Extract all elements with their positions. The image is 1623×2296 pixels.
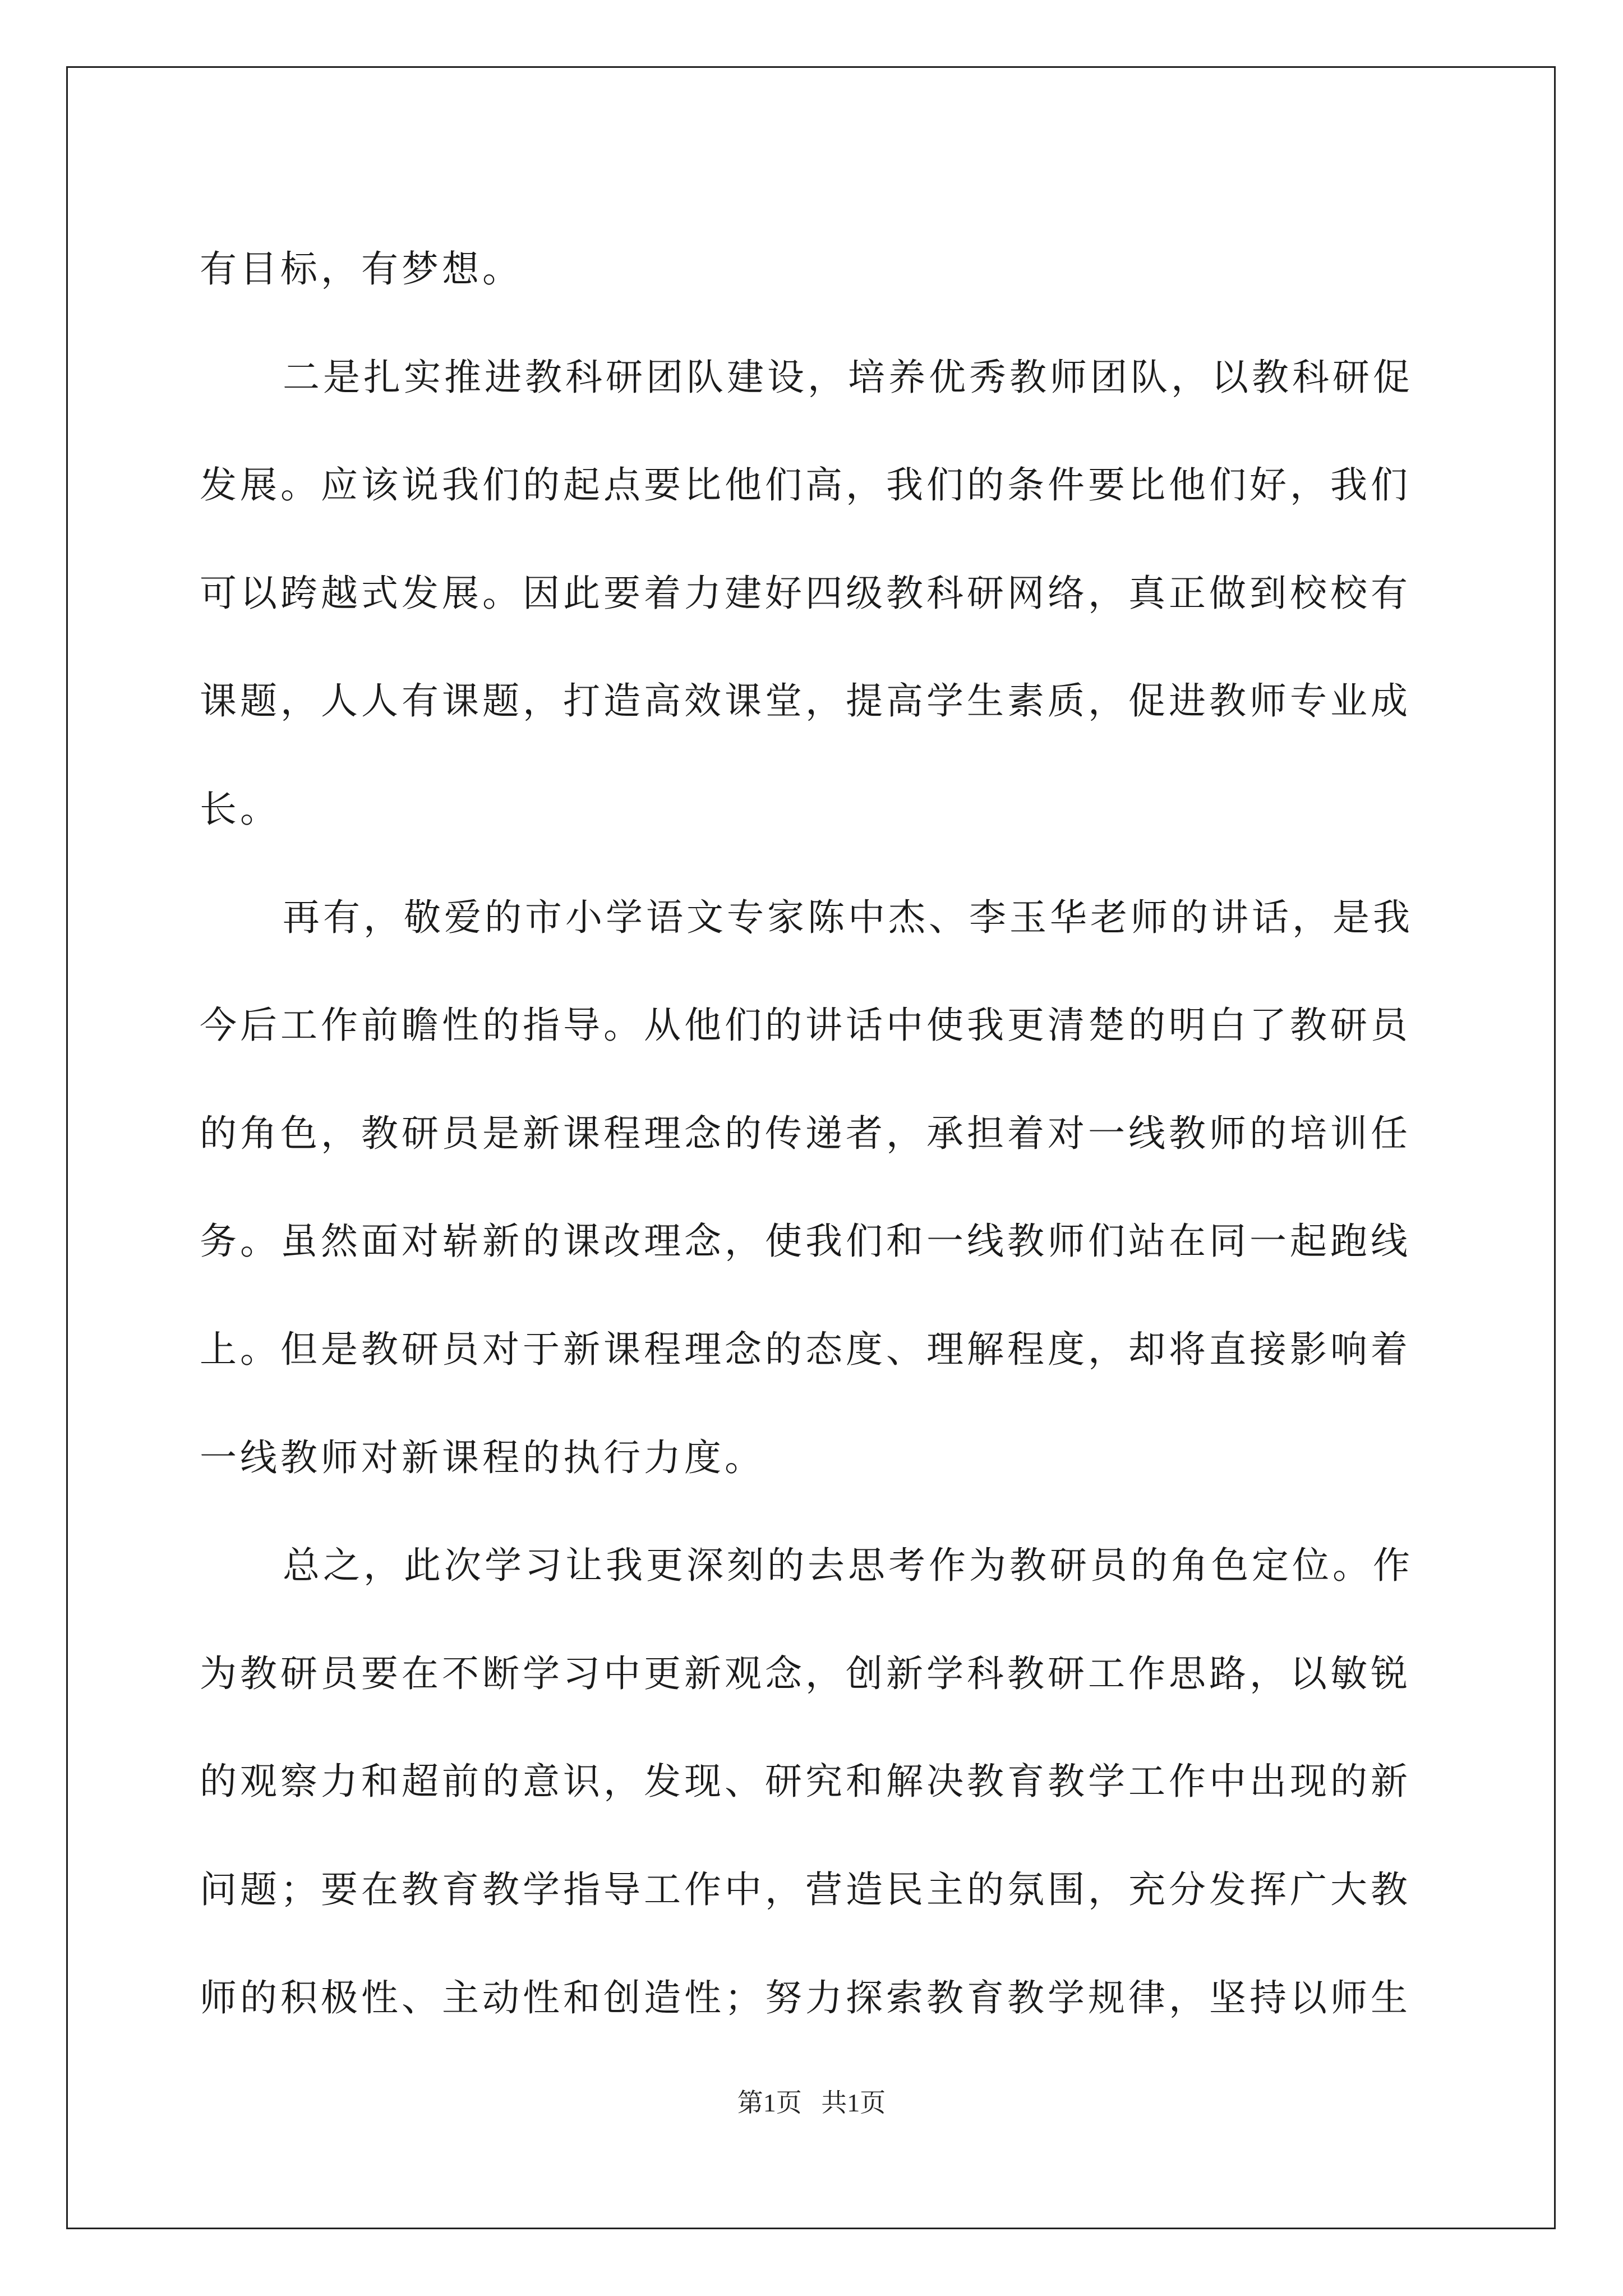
text-line: 务。虽然面对崭新的课改理念，使我们和一线教师们站在同一起跑线 — [200, 1220, 1411, 1263]
text-line: 今后工作前瞻性的指导。从他们的讲话中使我更清楚的明白了教研员 — [200, 1004, 1411, 1047]
text-line: 总之，此次学习让我更深刻的去思考作为教研员的角色定位。作 — [283, 1544, 1413, 1588]
text-line: 一线教师对新课程的执行力度。 — [200, 1435, 765, 1479]
text-line: 师的积极性、主动性和创造性；努力探索教育教学规律，坚持以师生 — [200, 1976, 1411, 2019]
text-line: 二是扎实推进教科研团队建设，培养优秀教师团队，以教科研促 — [283, 355, 1413, 399]
text-line: 发展。应该说我们的起点要比他们高，我们的条件要比他们好，我们 — [200, 463, 1411, 507]
text-line: 长。 — [200, 787, 280, 831]
text-line: 的角色，教研员是新课程理念的传递者，承担着对一线教师的培训任 — [200, 1111, 1411, 1155]
text-line: 上。但是教研员对于新课程理念的态度、理解程度，却将直接影响着 — [200, 1327, 1411, 1371]
text-line: 为教研员要在不断学习中更新观念，创新学科教研工作思路，以敏锐 — [200, 1651, 1411, 1695]
text-line: 可以跨越式发展。因此要着力建好四级教科研网络，真正做到校校有 — [200, 571, 1411, 615]
document-body — [200, 215, 1433, 2052]
page-number-footer: 第1页 共1页 — [737, 2088, 886, 2117]
text-line: 的观察力和超前的意识，发现、研究和解决教育教学工作中出现的新 — [200, 1760, 1411, 1803]
text-line: 问题；要在教育教学指导工作中，营造民主的氛围，充分发挥广大教 — [200, 1867, 1411, 1911]
text-line: 再有，敬爱的市小学语文专家陈中杰、李玉华老师的讲话，是我 — [283, 895, 1413, 939]
text-line: 有目标，有梦想。 — [200, 247, 523, 291]
text-line: 课题，人人有课题，打造高效课堂，提高学生素质，促进教师专业成 — [200, 679, 1411, 723]
